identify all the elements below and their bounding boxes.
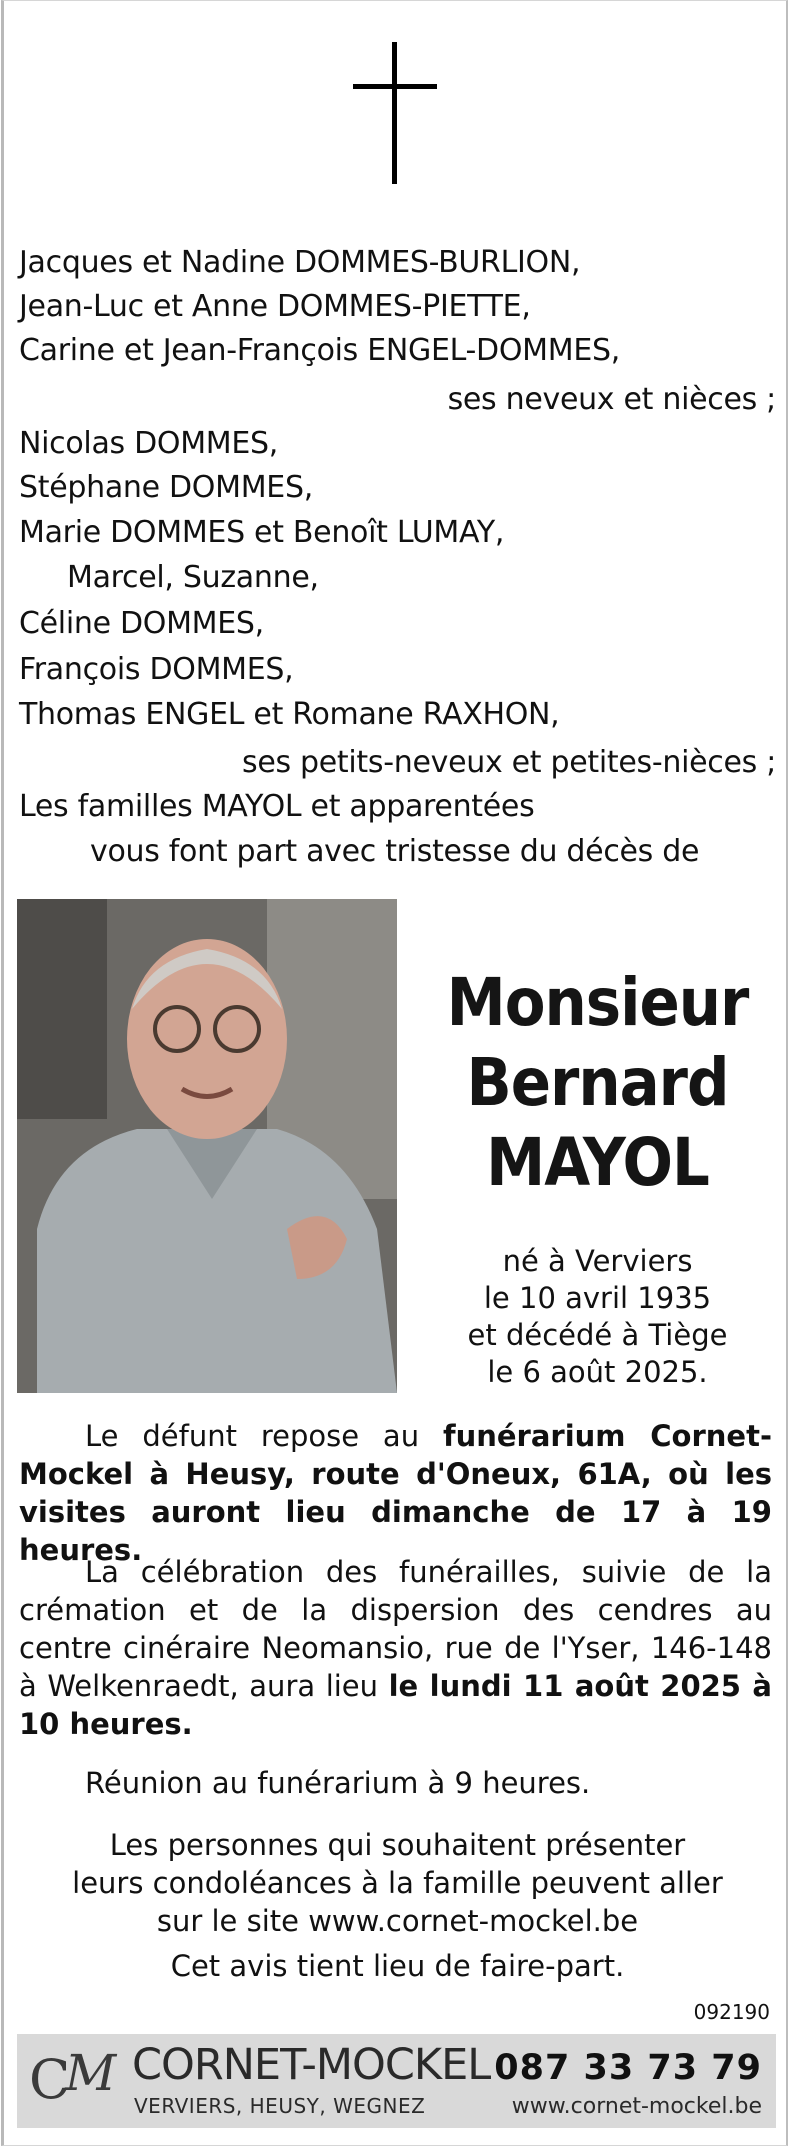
funeral-home-banner	[17, 2034, 776, 2128]
meeting-paragraph: Réunion au funérarium à 9 heures.	[85, 1766, 591, 1800]
funeral-home-phone: 087 33 73 79	[494, 2048, 762, 2088]
family-line: Marcel, Suzanne,	[67, 560, 319, 595]
family-line: Thomas ENGEL et Romane RAXHON,	[19, 697, 560, 732]
funeral-home-name: CORNET-MOCKEL	[132, 2040, 491, 2090]
family-line: Marie DOMMES et Benoît LUMAY,	[19, 515, 505, 550]
family-relation: ses petits-neveux et petites-nièces ;	[241, 745, 776, 780]
cross-icon	[353, 42, 437, 184]
announcement-line: vous font part avec tristesse du décès de	[90, 834, 700, 869]
reference-number: 092190	[693, 2000, 770, 2024]
family-line: François DOMMES,	[19, 652, 294, 687]
faire-part-line: Cet avis tient lieu de faire-part.	[170, 1949, 625, 1983]
deceased-title: Monsieur	[446, 964, 749, 1041]
funeral-home-logo: C M	[29, 2044, 117, 2111]
death-date: le 6 août 2025.	[487, 1355, 708, 1389]
death-place: et décédé à Tiège	[467, 1318, 728, 1352]
family-line: Nicolas DOMMES,	[19, 426, 279, 461]
family-line: Céline DOMMES,	[19, 606, 264, 641]
family-line: Jean-Luc et Anne DOMMES-PIETTE,	[19, 289, 531, 324]
funeral-home-towns: VERVIERS, HEUSY, WEGNEZ	[134, 2094, 426, 2118]
funeral-home-website[interactable]: www.cornet-mockel.be	[511, 2094, 762, 2119]
portrait-photo	[17, 899, 397, 1393]
birth-place: né à Verviers	[502, 1244, 693, 1278]
condolence-line: sur le site www.cornet-mockel.be	[156, 1904, 639, 1938]
condolence-line: leurs condoléances à la famille peuvent aller	[72, 1866, 723, 1900]
funeral-paragraph: La célébration des funérailles, suivie de la crémation et de la dispersion des cendres au centre cinéraire Neomansio, rue de l'Yser, 146-148 à Welkenraedt, aura lieu le lundi 11 août 2025 à 10 heures.	[19, 1555, 772, 1741]
family-line: Les familles MAYOL et apparentées	[19, 789, 535, 824]
repose-paragraph: Le défunt repose au funérarium Cornet-Mockel à Heusy, route d'Oneux, 61A, où les visites auront lieu dimanche de 17 à 19 heures.	[19, 1419, 772, 1567]
family-line: Carine et Jean-François ENGEL-DOMMES,	[19, 333, 620, 368]
family-line: Jacques et Nadine DOMMES-BURLION,	[19, 245, 581, 280]
family-line: Stéphane DOMMES,	[19, 470, 313, 505]
deceased-first-name: Bernard	[466, 1044, 729, 1121]
deceased-last-name: MAYOL	[486, 1124, 709, 1201]
birth-date: le 10 avril 1935	[483, 1281, 712, 1315]
condolence-line: Les personnes qui souhaitent présenter	[109, 1828, 686, 1862]
family-relation: ses neveux et nièces ;	[447, 382, 776, 417]
